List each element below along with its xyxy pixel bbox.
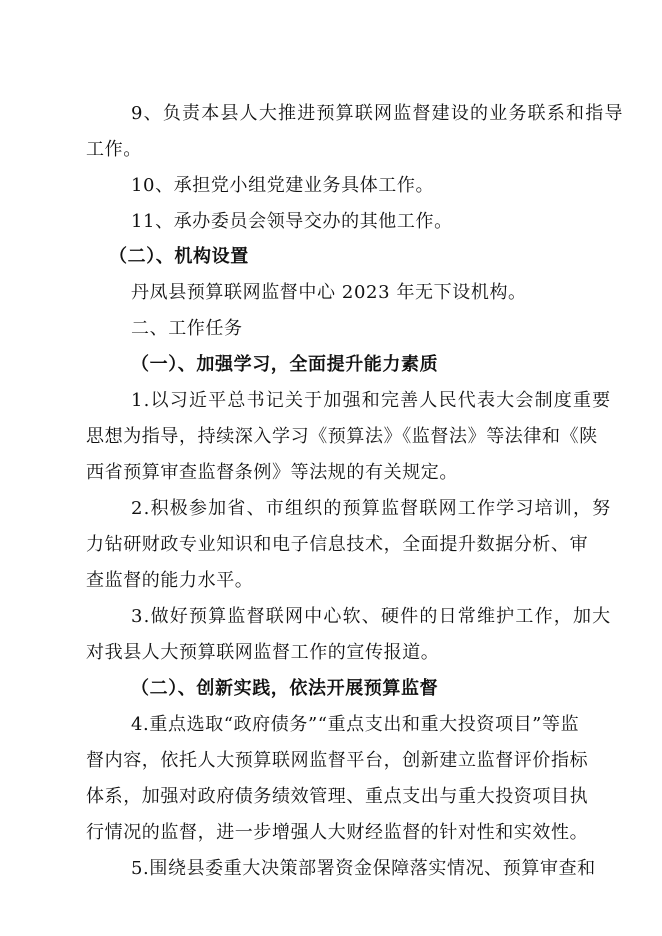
paragraph-line: 西省预算审查监督条例》等法规的有关规定。 [86,462,458,483]
section-heading: （二）、机构设置 [109,246,249,267]
section-heading: （一）、加强学习，全面提升能力素质 [131,354,439,375]
chapter-heading: 二、工作任务 [131,318,243,339]
paragraph-line: 5.围绕县委重大决策部署资金保障落实情况、预算审查和 [131,858,596,879]
paragraph-line: 工作。 [86,139,142,160]
paragraph-line: 体系，加强对政府债务绩效管理、重点支出与重大投资项目执 [86,786,589,807]
paragraph-line: 3.做好预算监督联网中心软、硬件的日常维护工作，加大 [131,606,612,627]
paragraph-line: 9、负责本县人大推进预算联网监督建设的业务联系和指导 [131,103,624,124]
paragraph-line: 查监督的能力水平。 [86,570,254,591]
section-heading: （二）、创新实践，依法开展预算监督 [131,678,439,699]
paragraph-line: 10、承担党小组党建业务具体工作。 [131,175,435,196]
paragraph-line: 督内容，依托人大预算联网监督平台，创新建立监督评价指标 [86,750,589,771]
paragraph-line: 对我县人大预算联网监督工作的宣传报道。 [86,642,440,663]
paragraph-line: 力钻研财政专业知识和电子信息技术，全面提升数据分析、审 [86,534,589,555]
paragraph-line: 4.重点选取“政府债务”“重点支出和重大投资项目”等监 [131,714,580,735]
paragraph-line: 思想为指导，持续深入学习《预算法》《监督法》等法律和《陕 [86,426,598,447]
paragraph-line: 1.以习近平总书记关于加强和完善人民代表大会制度重要 [131,390,612,411]
paragraph-line: 11、承办委员会领导交办的其他工作。 [131,211,453,232]
paragraph-line: 行情况的监督，进一步增强人大财经监督的针对性和实效性。 [86,822,589,843]
paragraph-line: 丹凤县预算联网监督中心 2023 年无下设机构。 [131,282,527,303]
paragraph-line: 2.积极参加省、市组织的预算监督联网工作学习培训，努 [131,498,612,519]
